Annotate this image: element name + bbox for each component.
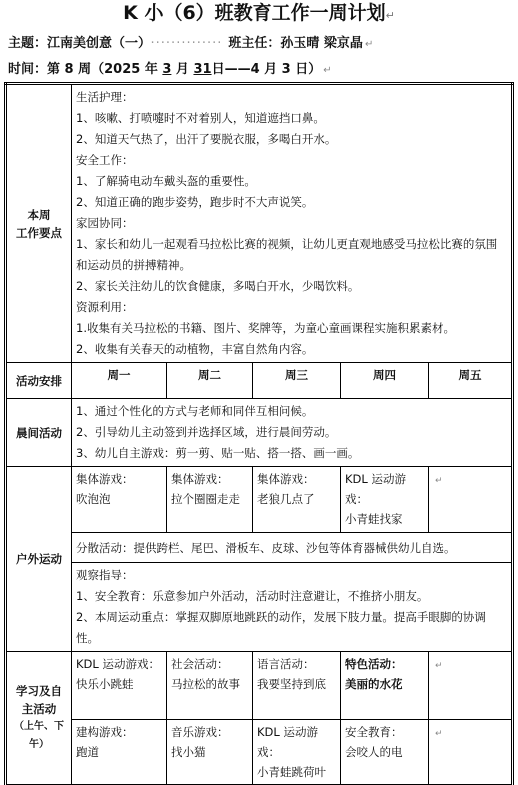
day-friday: 周五	[429, 363, 513, 399]
weekly-line: 1、了解骑电动车戴头盔的重要性。	[76, 174, 256, 188]
paragraph-mark-icon: ↵	[435, 729, 443, 739]
time-month: 3	[162, 62, 172, 77]
theme-value: 江南美创意（一）	[47, 36, 145, 51]
observe-line: 2、本周运动重点：掌握双脚原地跳跃的动作，发展下肢力量。提高手眼脚的协调性。	[76, 610, 486, 645]
weekly-line: 2、收集有关春天的动植物，丰富自然角内容。	[76, 342, 314, 356]
paragraph-mark-icon: ↵	[385, 9, 395, 22]
day-monday: 周一	[72, 363, 167, 399]
time-mid: 月	[171, 62, 194, 77]
weekly-line: 2、知道正确的跑步姿势，跑步时不大声说笑。	[76, 195, 314, 209]
study-tuesday-1: 社会活动： 马拉松的故事	[167, 652, 253, 720]
paragraph-mark-icon: ↵	[323, 65, 332, 76]
theme-teacher-line	[8, 32, 373, 51]
observe-line: 1、安全教育：乐意参加户外活动，活动时注意避让，不推挤小朋友。	[76, 589, 429, 603]
weekly-line: 1.收集有关马拉松的书籍、图片、奖牌等，为童心童画课程实施积累素材。	[76, 321, 455, 335]
outdoor-game-thursday: KDL 运动游戏： 小青蛙找家	[341, 467, 429, 533]
day-thursday: 周四	[341, 363, 429, 399]
outdoor-game-wednesday: 集体游戏： 老狼几点了	[253, 467, 341, 533]
weekly-line: 安全工作：	[76, 153, 134, 167]
row-outdoor-games	[6, 467, 513, 533]
weekly-focus-content	[72, 84, 513, 363]
row-days	[6, 363, 513, 399]
outdoor-game-friday	[429, 467, 513, 533]
study-tuesday-2: 音乐游戏： 找小猫	[167, 720, 253, 785]
morning-line: 3、幼儿自主游戏：剪一剪、贴一贴、搭一搭、画一画。	[76, 446, 360, 460]
row-study-2	[6, 720, 513, 785]
weekly-line: 家园协同：	[76, 216, 134, 230]
outdoor-game-tuesday: 集体游戏： 拉个圈圈走走	[167, 467, 253, 533]
label-weekly-focus: 本周 工作要点	[6, 84, 72, 363]
weekly-line: 1、咳嗽、打喷嚏时不对着别人，知道遮挡口鼻。	[76, 111, 325, 125]
morning-content	[72, 399, 513, 467]
row-outdoor-observe	[6, 563, 513, 652]
weekly-line: 1、家长和幼儿一起观看马拉松比赛的视频，让幼儿更直观地感受马拉松比赛的氛围和运动员的拼搏精神。	[76, 237, 498, 272]
label-schedule: 活动安排	[6, 363, 72, 399]
time-day: 31	[193, 62, 212, 77]
weekly-plan-table	[4, 82, 514, 785]
observe-line: 观察指导：	[76, 568, 134, 582]
study-thursday-2: 安全教育： 会咬人的电	[341, 720, 429, 785]
morning-line: 1、通过个性化的方式与老师和同伴互相问候。	[76, 404, 314, 418]
day-tuesday: 周二	[167, 363, 253, 399]
study-monday-2: 建构游戏： 跑道	[72, 720, 167, 785]
time-value-b: 日——4 月 3 日）	[211, 62, 322, 77]
weekly-line: 2、知道天气热了，出汗了要脱衣服，多喝白开水。	[76, 132, 337, 146]
day-wednesday: 周三	[253, 363, 341, 399]
teacher-label: 班主任：	[228, 36, 281, 51]
teacher-value: 孙玉晴 梁京晶	[280, 36, 363, 51]
paragraph-mark-icon: ↵	[364, 39, 374, 50]
theme-label: 主题：	[8, 36, 48, 51]
label-outdoor: 户外运动	[6, 467, 72, 652]
outdoor-observe-content	[72, 563, 513, 652]
study-wednesday-2: KDL 运动游戏： 小青蛙跳荷叶	[253, 720, 341, 785]
row-weekly-focus	[6, 84, 513, 363]
page-title	[0, 0, 518, 26]
study-friday-1	[429, 652, 513, 720]
morning-line: 2、引导幼儿主动签到并选择区域，进行晨间劳动。	[76, 425, 337, 439]
row-morning	[6, 399, 513, 467]
label-morning: 晨间活动	[6, 399, 72, 467]
paragraph-mark-icon: ↵	[435, 661, 443, 671]
weekly-line: 资源利用：	[76, 300, 134, 314]
row-outdoor-scatter	[6, 533, 513, 563]
study-thursday-1: 特色活动： 美丽的水花	[341, 652, 429, 720]
label-study: 学习及自 主活动 （上午、下午）	[6, 652, 72, 785]
title-text: K 小（6）班教育工作一周计划	[123, 2, 386, 24]
paragraph-mark-icon: ↵	[435, 476, 443, 486]
row-study-1	[6, 652, 513, 720]
time-value-a: 第 8 周（2025 年	[47, 62, 163, 77]
time-line	[8, 58, 332, 77]
dotted-leader: ··············	[150, 36, 223, 51]
study-friday-2	[429, 720, 513, 785]
weekly-line: 生活护理：	[76, 90, 134, 104]
study-wednesday-1: 语言活动： 我要坚持到底	[253, 652, 341, 720]
study-monday-1: KDL 运动游戏： 快乐小跳蛙	[72, 652, 167, 720]
outdoor-scatter: 分散活动：提供跨栏、尾巴、滑板车、皮球、沙包等体育器械供幼儿自选。	[72, 533, 513, 563]
weekly-line: 2、家长关注幼儿的饮食健康，多喝白开水，少喝饮料。	[76, 279, 360, 293]
time-label: 时间：	[8, 62, 48, 77]
outdoor-game-monday: 集体游戏： 吹泡泡	[72, 467, 167, 533]
